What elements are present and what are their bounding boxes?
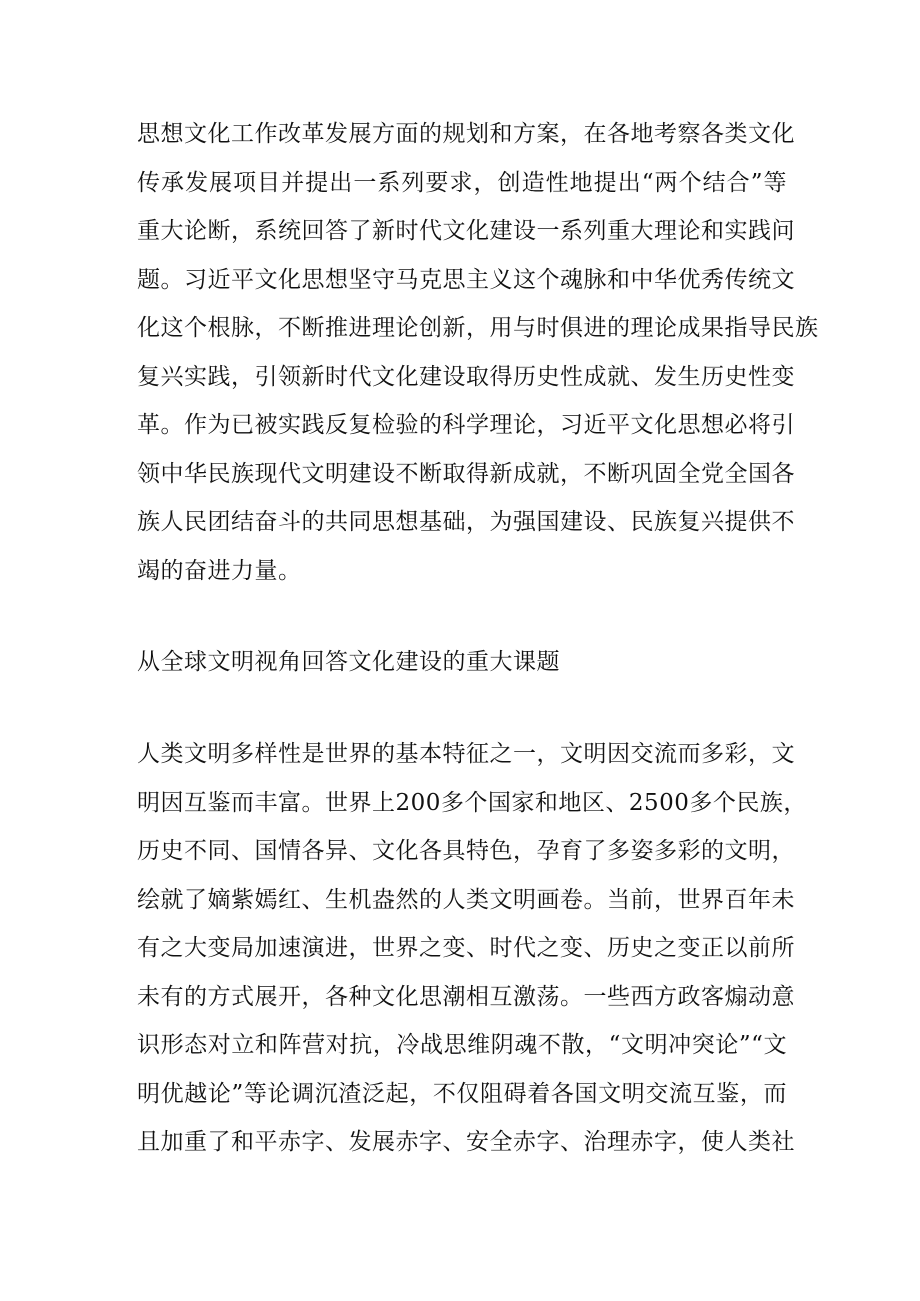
- section-heading: 从全球文明视角回答文化建设的重大课题: [137, 649, 560, 675]
- paragraph-line: 有之大变局加速演进，世界之变、时代之变、历史之变正以前所: [137, 935, 795, 961]
- paragraph-line: 重大论断，系统回答了新时代文化建设一系列重大理论和实践问: [137, 218, 795, 244]
- paragraph-line: 族人民团结奋斗的共同思想基础，为强国建设、民族复兴提供不: [137, 509, 795, 535]
- paragraph-line: 复兴实践，引领新时代文化建设取得历史性成就、发生历史性变: [137, 363, 795, 390]
- paragraph-line: 且加重了和平赤字、发展赤字、安全赤字、治理赤字，使人类社: [137, 1129, 795, 1155]
- paragraph-line: 明优越论”等论调沉渣泛起，不仅阻碍着各国文明交流互鉴，而: [137, 1080, 787, 1107]
- paragraph-line: 化这个根脉，不断推进理论创新，用与时俱进的理论成果指导民族: [137, 315, 819, 341]
- paragraph-1: [137, 110, 819, 595]
- paragraph-line: 历史不同、国情各异、文化各具特色，孕育了多姿多彩的文明，: [137, 838, 795, 864]
- paragraph-line: 竭的奋进力量。: [137, 557, 302, 584]
- paragraph-line: 明因互鉴而丰富。世界上200多个国家和地区、2500多个民族，: [137, 789, 807, 816]
- paragraph-line: 未有的方式展开，各种文化思潮相互激荡。一些西方政客煽动意: [137, 983, 795, 1010]
- paragraph-2: [137, 730, 807, 1167]
- paragraph-line: 革。作为已被实践反复检验的科学理论，习近平文化思想必将引: [137, 412, 795, 438]
- paragraph-line: 识形态对立和阵营对抗，冷战思维阴魂不散，“文明冲突论”“文: [137, 1032, 787, 1058]
- paragraph-line: 人类文明多样性是世界的基本特征之一，文明因交流而多彩，文: [137, 741, 795, 767]
- paragraph-line: 绘就了嫡紫嫣红、生机盎然的人类文明画卷。当前，世界百年未: [137, 886, 795, 913]
- paragraph-line: 题。习近平文化思想坚守马克思主义这个魂脉和中华优秀传统文: [137, 266, 795, 293]
- paragraph-line: 领中华民族现代文明建设不断取得新成就，不断巩固全党全国各: [137, 460, 795, 487]
- paragraph-line: 思想文化工作改革发展方面的规划和方案，在各地考察各类文化: [137, 121, 795, 147]
- paragraph-line: 传承发展项目并提出一系列要求，创造性地提出“两个结合”等: [137, 169, 787, 196]
